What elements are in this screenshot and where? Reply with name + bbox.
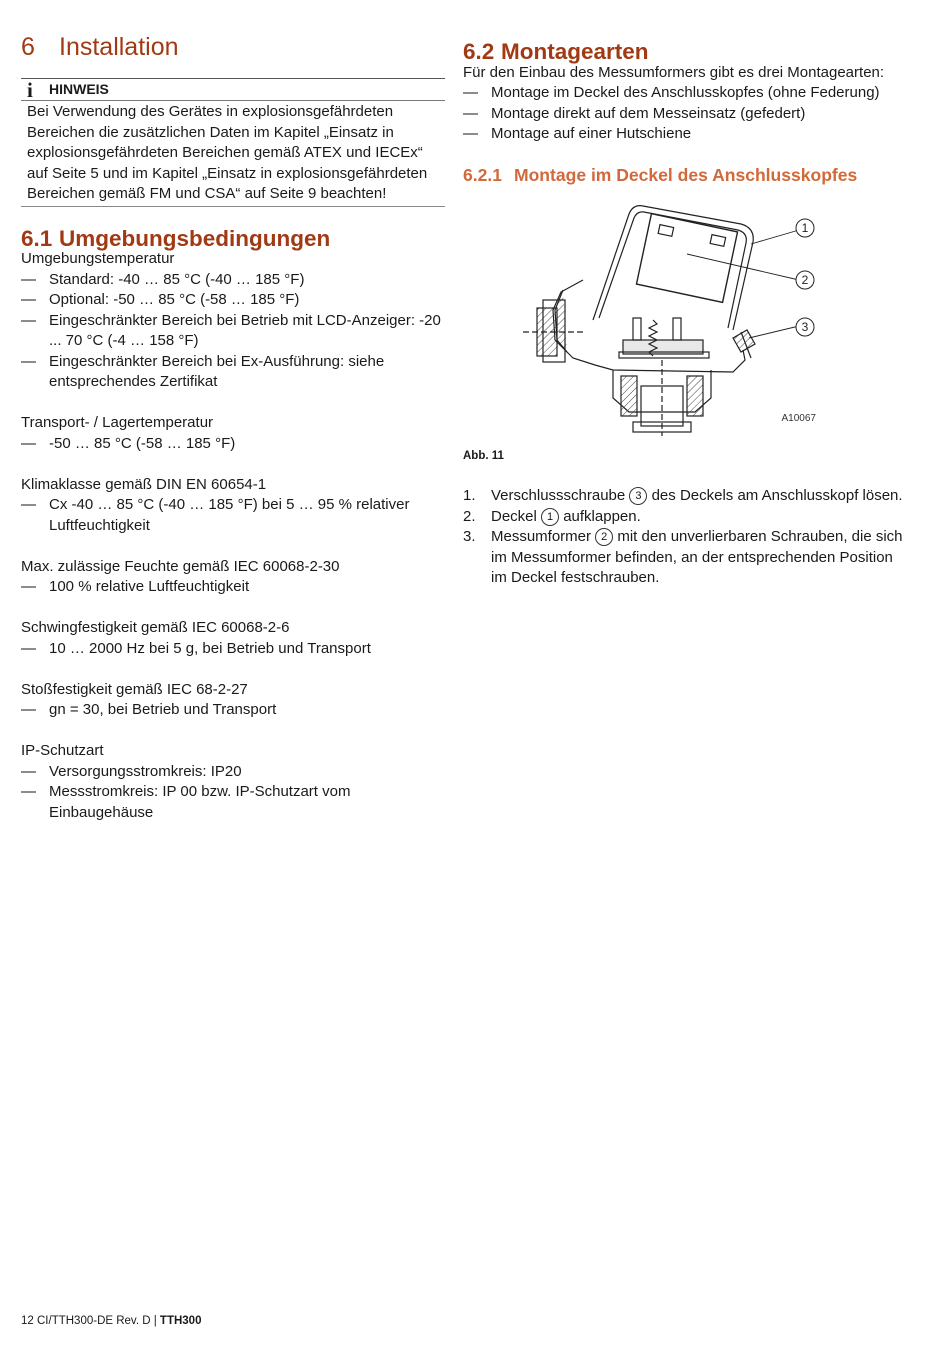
list-item: — Montage auf einer Hutschiene xyxy=(463,124,903,145)
callout-label: 3 xyxy=(801,319,809,334)
info-icon: i xyxy=(27,77,33,102)
env-group-list xyxy=(21,270,445,393)
env-group-list xyxy=(21,762,445,824)
document-id: CI/TTH300-DE Rev. D | xyxy=(37,1315,157,1327)
env-group-label: Klimaklasse gemäß DIN EN 60654-1 xyxy=(21,475,267,493)
env-group-list xyxy=(21,700,445,721)
list-item: — Versorgungsstromkreis: IP20 xyxy=(21,762,445,783)
list-item: — Optional: -50 … 85 °C (-58 … 185 °F) xyxy=(21,290,445,311)
callout-ref: 3 xyxy=(629,487,647,505)
step-text-pre: Messumformer xyxy=(491,528,592,545)
subsection-heading xyxy=(463,165,903,186)
list-item: — 100 % relative Luftfeuchtigkeit xyxy=(21,577,445,598)
step-text-post: mit den unverlierbaren Schrauben, die sich im Messumformer befinden, an der entsprechenden Position im Deckel festschrauben. xyxy=(491,528,903,586)
env-group xyxy=(21,249,445,393)
note-title: HINWEIS xyxy=(49,81,109,98)
figure-caption: Abb. 11 xyxy=(463,449,504,462)
chapter-title-text: Installation xyxy=(59,33,179,61)
env-group-label: IP-Schutzart xyxy=(21,742,104,759)
callout-label: 1 xyxy=(801,220,809,235)
list-item: — gn = 30, bei Betrieb und Transport xyxy=(21,700,445,721)
step-text-post: des Deckels am Anschlusskopf lösen. xyxy=(651,487,903,504)
list-item: — Montage direkt auf dem Messeinsatz (gefedert) xyxy=(463,104,903,125)
env-group-label: Max. zulässige Feuchte gemäß IEC 60068-2-30 xyxy=(21,557,340,575)
product-name: TTH300 xyxy=(159,1315,202,1327)
section-title: Umgebungsbedingungen xyxy=(59,225,331,251)
mounting-list xyxy=(463,83,903,145)
env-group-label: Umgebungstemperatur xyxy=(21,250,175,267)
env-group xyxy=(21,557,445,598)
step-text-pre: Verschlussschraube xyxy=(491,487,626,504)
section-number: 6.1 xyxy=(21,225,53,251)
note-header xyxy=(21,79,445,101)
housing-drawing xyxy=(523,280,755,436)
section-title: Montagearten xyxy=(501,39,649,64)
step-text-post: aufklappen. xyxy=(563,507,641,525)
step-item xyxy=(463,486,903,507)
env-group-label: Stoßfestigkeit gemäß IEC 68-2-27 xyxy=(21,680,248,698)
callout-ref: 2 xyxy=(595,528,613,546)
figure-code: A10067 xyxy=(781,412,816,424)
note-text: Bei Verwendung des Gerätes in explosionsgefährdeten Bereichen die zusätzlichen Daten im Kapitel „Einsatz in explosionsgefährdeten Bereichen gemäß ATEX und IECEx“ auf Seite 5 und im Kapitel „Einsatz in explosionsgefährdeten Bereichen gemäß FM und CSA“ auf Seite 9 beachten! xyxy=(27,103,428,202)
list-item: — Standard: -40 … 85 °C (-40 … 185 °F) xyxy=(21,270,445,291)
env-group xyxy=(21,413,445,454)
step-number: 1. xyxy=(463,487,476,504)
env-group xyxy=(21,741,445,823)
section-heading-mounting xyxy=(463,39,903,64)
page-number: 12 xyxy=(21,1315,34,1327)
step-text-pre: Deckel xyxy=(491,507,537,525)
mounting-intro: Für den Einbau des Messumformers gibt es drei Montagearten: xyxy=(463,63,885,81)
chapter-title xyxy=(21,30,445,64)
list-item: — Eingeschränkter Bereich bei Ex-Ausführung: siehe entsprechendes Zertifikat xyxy=(21,352,445,393)
section-number: 6.2 xyxy=(463,39,495,64)
list-item: — Montage im Deckel des Anschlusskopfes (ohne Federung) xyxy=(463,83,903,104)
list-item: — Eingeschränkter Bereich bei Betrieb mit LCD-Anzeiger: -20 ... 70 °C (-4 … 158 °F) xyxy=(21,311,445,352)
step-number: 2. xyxy=(463,507,476,525)
page-footer xyxy=(21,1311,201,1332)
step-item xyxy=(463,507,903,528)
step-item xyxy=(463,527,903,589)
connection-head-drawing xyxy=(463,200,903,440)
note-box xyxy=(21,78,445,207)
list-item: — Cx -40 … 85 °C (-40 … 185 °F) bei 5 … 95 % relativer Luftfeuchtigkeit xyxy=(21,495,445,536)
list-item: — Messstromkreis: IP 00 bzw. IP-Schutzart vom Einbaugehäuse xyxy=(21,782,445,823)
env-group-list xyxy=(21,577,445,598)
list-item: — -50 … 85 °C (-58 … 185 °F) xyxy=(21,434,445,455)
section-heading-environment xyxy=(21,225,445,251)
step-number: 3. xyxy=(463,528,476,545)
left-column xyxy=(21,30,445,844)
cover-drawing xyxy=(593,205,753,329)
env-group xyxy=(21,475,445,537)
steps-list xyxy=(463,486,903,589)
env-group-label: Transport- / Lagertemperatur xyxy=(21,414,214,431)
callout-label: 2 xyxy=(801,272,809,287)
env-group-list xyxy=(21,639,445,660)
env-group-label: Schwingfestigkeit gemäß IEC 60068-2-6 xyxy=(21,619,290,636)
env-group-list xyxy=(21,434,445,455)
subsection-number: 6.2.1 xyxy=(463,165,502,185)
env-group xyxy=(21,680,445,721)
subsection-title: Montage im Deckel des Anschlusskopfes xyxy=(514,165,858,185)
env-group-list xyxy=(21,495,445,536)
figure-connection-head xyxy=(463,200,903,440)
chapter-number: 6 xyxy=(21,33,35,61)
right-column xyxy=(463,39,903,589)
env-group xyxy=(21,618,445,659)
callout-ref: 1 xyxy=(541,508,559,526)
list-item: — 10 … 2000 Hz bei 5 g, bei Betrieb und Transport xyxy=(21,639,445,660)
